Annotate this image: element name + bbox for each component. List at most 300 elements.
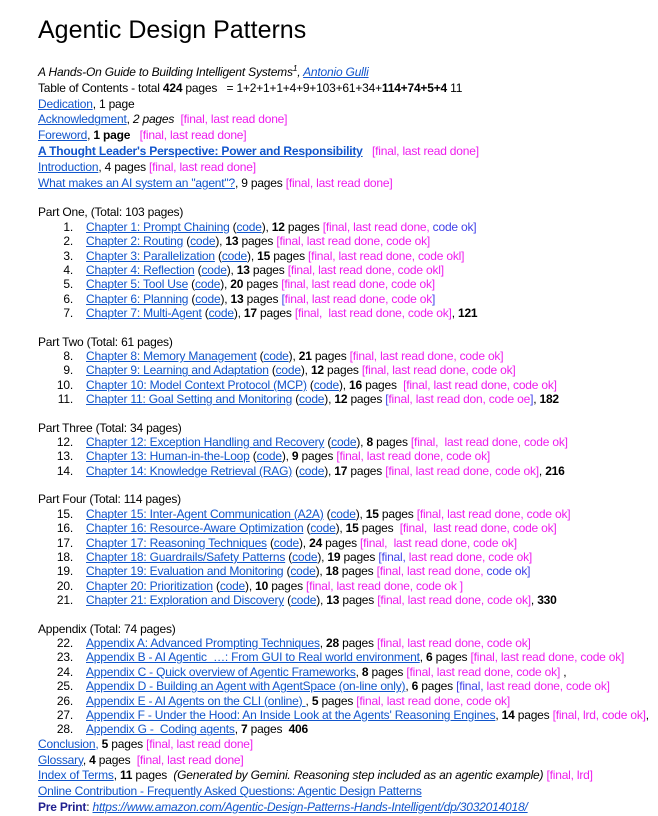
status-text: [final, last read done] [146, 736, 253, 751]
code-link[interactable]: code [310, 521, 336, 536]
toc-item-text [86, 722, 650, 736]
list-number: 11. [57, 392, 73, 407]
text: ( [201, 306, 209, 321]
text: ( [188, 277, 195, 292]
toc-link[interactable]: Appendix E - AI Agents on the CLI (online) [86, 693, 306, 708]
text: 216 [545, 463, 565, 478]
status-text: [ [385, 392, 389, 407]
text: ( [249, 449, 257, 464]
toc-link[interactable]: Foreword [38, 128, 88, 143]
toc-item [38, 249, 650, 263]
preprint-url-link[interactable]: https://www.amazon.com/Agentic-Design-Patterns-Hands-Intelligent/dp/3032014018/ [92, 799, 528, 814]
toc-link[interactable]: Introduction [38, 159, 99, 174]
text: 406 [288, 722, 308, 737]
text: , [355, 664, 362, 679]
text: pages [372, 435, 411, 450]
text: ( [229, 219, 237, 234]
front-matter-line [38, 160, 650, 176]
text: , [87, 128, 94, 143]
text: , [530, 593, 538, 608]
list-number: 20. [56, 578, 73, 593]
toc-link[interactable]: Chapter 5: Tool Use [86, 277, 189, 292]
part-three-heading [38, 421, 650, 435]
text: pages [256, 306, 295, 321]
list-number: 6. [63, 291, 73, 306]
toc-item [38, 593, 650, 607]
status-text: [final, last read done] [285, 175, 393, 190]
status-text: [final, last read done] [149, 159, 256, 174]
list-number: 23. [56, 650, 73, 665]
toc-link[interactable]: Chapter 7: Multi-Agent [86, 306, 202, 321]
toc-link[interactable]: Chapter 16: Resource-Aware Optimization [86, 521, 304, 536]
back-matter-line [38, 737, 650, 753]
text: pages [323, 363, 362, 378]
toc-item [38, 292, 650, 306]
status-text: [final, last read done, code ok] [294, 306, 452, 321]
toc-link[interactable]: Chapter 11: Goal Setting and Monitoring [86, 392, 293, 407]
toc-link[interactable]: Chapter 14: Knowledge Retrieval (RAG) [86, 463, 293, 478]
list-number: 16. [56, 521, 73, 536]
list-number: 14. [56, 463, 73, 478]
list-number: 2. [63, 234, 73, 249]
list-number: 3. [63, 248, 73, 263]
toc-link[interactable]: Acknowledgment [38, 112, 127, 127]
text: ), [261, 219, 272, 234]
text: Pre Print [38, 799, 87, 814]
toc-total-line [38, 81, 650, 97]
toc-link[interactable]: Conclusion, [38, 736, 99, 751]
toc-link[interactable]: Appendix C - Quick overview of Agentic Frameworks [86, 664, 356, 679]
text: 182 [539, 392, 559, 407]
list-number: 22. [56, 635, 73, 650]
status-text: [final, last read done, code ok] [360, 535, 517, 550]
text: ), [335, 521, 346, 536]
toc-item-text [86, 292, 650, 306]
text: pages [243, 277, 282, 292]
list-number: 10. [56, 377, 73, 392]
text: ( [306, 377, 314, 392]
text: pages [378, 506, 417, 521]
status-text: [final, last read done, code ok] [361, 363, 516, 378]
text: 20 [230, 277, 244, 292]
toc-link[interactable]: Chapter 4: Reflection [86, 263, 195, 277]
text: ), [315, 564, 326, 579]
code-link[interactable]: code [292, 549, 318, 564]
toc-link[interactable]: Appendix A: Advanced Prompting Techniques [86, 635, 320, 650]
text: , 4 pages [98, 159, 150, 174]
list-number: 15. [56, 506, 73, 521]
status-text: final, last read don, code oe [388, 392, 531, 407]
text: Part Three (Total: 34 pages) [38, 420, 182, 435]
text: pages [418, 679, 457, 694]
text: 424 [162, 80, 183, 95]
list-number: 17. [56, 535, 73, 550]
toc-item [38, 521, 650, 535]
status-text: last read done, code ok] [405, 549, 533, 564]
toc-link[interactable]: Dedication [38, 96, 93, 111]
toc-item-text [86, 521, 650, 535]
code-link[interactable]: code [290, 593, 317, 608]
text: pages [268, 578, 307, 593]
toc-item-text [86, 507, 650, 521]
toc-item [38, 536, 650, 550]
status-text: [final, last read done] [180, 112, 288, 127]
text: pages [338, 564, 377, 579]
toc-item [38, 306, 650, 320]
toc-item [38, 449, 650, 463]
text: pages [298, 449, 337, 464]
toc-link[interactable]: Chapter 17: Reasoning Techniques [86, 535, 267, 550]
text: ), [288, 349, 299, 364]
text: ( [285, 549, 293, 564]
code-link[interactable]: code [331, 435, 357, 450]
text: , [495, 707, 502, 722]
front-matter-line [38, 112, 650, 128]
status-text: [final, lrd] [546, 768, 593, 783]
toc-item [38, 507, 650, 521]
status-text: [final, [378, 549, 406, 564]
text: pages [347, 392, 386, 407]
toc-item [38, 694, 650, 708]
text: , [319, 635, 327, 650]
toc-link[interactable]: Appendix G - Coding agents [86, 722, 235, 737]
toc-link[interactable]: Chapter 2: Routing [86, 234, 184, 249]
list-number: 18. [56, 549, 73, 564]
text: Part One, (Total: 103 pages) [38, 205, 184, 220]
text: : [86, 799, 93, 814]
text: pages [249, 263, 288, 277]
toc-link[interactable]: Appendix D - Building an Agent with AgentSpace (on-line only) [86, 679, 406, 694]
back-matter-line [38, 753, 650, 769]
toc-item [38, 665, 650, 679]
text: ( [212, 578, 220, 593]
status-text: [final, last read done, code okl] [287, 263, 444, 277]
text [130, 128, 139, 142]
text: 11 [119, 768, 133, 783]
toc-item-text [86, 708, 650, 722]
text: ( [266, 535, 274, 550]
list-number: 12. [56, 435, 73, 450]
toc-link[interactable]: Chapter 10: Model Context Protocol (MCP) [86, 377, 307, 392]
code-link[interactable]: code [194, 277, 221, 292]
status-text: final, last read done, code ok [284, 291, 433, 306]
status-text: [final, last read done, code ok ] [306, 578, 463, 593]
text: pages [238, 234, 277, 249]
text: 19 [327, 549, 341, 564]
toc-item [38, 636, 650, 650]
text: pages [361, 377, 404, 392]
text: , [82, 752, 90, 767]
toc-link[interactable]: Chapter 12: Exception Handling and Recovery [86, 435, 325, 450]
front-matter-line [38, 176, 650, 192]
status-text: last read done, code ok] [483, 679, 610, 694]
text: 16 [349, 377, 362, 392]
text: , 1 page [92, 96, 135, 111]
text: ), [356, 435, 367, 450]
list-number: 13. [56, 449, 73, 464]
status-text: [final, last read done, code ok] [276, 234, 431, 249]
status-text: [final, last read done, code ok] [403, 377, 557, 392]
text: Part Two (Total: 61 pages) [38, 334, 173, 349]
code-link[interactable]: code [275, 363, 301, 378]
online-contribution-line [38, 784, 650, 800]
toc-item [38, 435, 650, 449]
toc-link[interactable]: Chapter 3: Parallelization [86, 248, 215, 263]
toc-item-text [86, 593, 650, 607]
toc-item [38, 392, 650, 406]
status-text: [final, last read done, code ok] [349, 349, 504, 364]
toc-item-text [86, 234, 650, 248]
toc-item-text [86, 435, 650, 449]
list-number: 8. [63, 349, 73, 364]
toc-item-text [86, 449, 650, 463]
status-text: [final, last read done, code okl] [308, 248, 465, 263]
toc-link[interactable]: A Thought Leader's Perspective: Power and Responsibility [38, 143, 363, 158]
toc-item [38, 464, 650, 478]
toc-item [38, 363, 650, 377]
text: 13 [236, 263, 250, 277]
toc-item [38, 564, 650, 578]
text: pages [108, 736, 147, 751]
text: 6 [426, 650, 433, 665]
text: 17 [334, 463, 348, 478]
text: pages [247, 722, 289, 737]
status-text: code ok] [486, 564, 531, 579]
code-link[interactable]: code [201, 263, 227, 277]
text: 28 [326, 635, 339, 650]
text: 24 [309, 535, 323, 550]
text: 17 [243, 306, 257, 321]
text: 9 [291, 449, 299, 464]
text: 14 [501, 707, 515, 722]
text: Part Four (Total: 114 pages) [38, 492, 181, 507]
text: ( [292, 392, 300, 407]
toc-item-text [86, 249, 650, 263]
status-text: [final, last read done, [376, 564, 487, 579]
code-link[interactable]: code [298, 463, 325, 478]
code-link[interactable]: code [190, 234, 216, 249]
text: 5 [101, 736, 109, 751]
front-matter-line [38, 97, 650, 113]
text: Appendix (Total: 74 pages) [38, 621, 176, 636]
text: pages [358, 521, 400, 536]
toc-link[interactable]: Online Contribution - Frequently Asked Questions: Agentic Design Patterns [38, 784, 422, 799]
toc-link[interactable]: Chapter 18: Guardrails/Safety Patterns [86, 549, 286, 564]
status-text: [final, last read done, [322, 219, 433, 234]
list-number: 7. [63, 306, 73, 321]
toc-link[interactable]: Glossary [38, 752, 83, 767]
status-text: [final, last read done, code ok] [281, 277, 435, 292]
text: 10 [255, 578, 269, 593]
text [363, 144, 372, 158]
text: , [126, 112, 133, 127]
list-number: 9. [63, 363, 73, 378]
text: ), [215, 234, 226, 249]
text: ), [317, 549, 328, 564]
code-link[interactable]: code [273, 535, 300, 550]
text: 8 [361, 664, 369, 679]
toc-item-text [86, 564, 650, 578]
text: pages [514, 707, 553, 722]
text: pages [318, 693, 357, 708]
text: , [113, 768, 120, 783]
text: , [405, 679, 412, 694]
status-text: [final, last read done] [136, 752, 244, 767]
toc-item-text [86, 550, 650, 564]
text: pages [311, 349, 350, 364]
text: , [533, 392, 540, 407]
text: pages [338, 635, 377, 650]
text: ( [284, 593, 291, 608]
status-text: [final, [456, 679, 484, 694]
toc-item-text [86, 263, 650, 277]
text: , [560, 664, 567, 679]
part-one-heading [38, 205, 650, 219]
toc-item [38, 579, 650, 593]
status-text: [final, last read done, code ok] [385, 463, 539, 478]
code-link[interactable]: code [299, 392, 325, 407]
text: , [419, 650, 427, 665]
code-link[interactable]: code [208, 306, 234, 321]
text: pages [284, 219, 323, 234]
text: pages = 1+2+1+1+4+9+103+61+34+ [182, 80, 382, 95]
text: ), [324, 463, 335, 478]
text: 12 [334, 392, 348, 407]
text: ), [300, 363, 311, 378]
status-text: [final, last read done, code ok] [470, 650, 625, 665]
list-number: 28. [56, 722, 73, 737]
toc-link[interactable]: Chapter 8: Memory Management [86, 349, 257, 364]
status-text: [final, last read done, code ok] [410, 435, 568, 450]
text: ( [292, 463, 299, 478]
code-link[interactable]: code [330, 506, 356, 521]
toc-link[interactable]: Chapter 13: Human-in-the-Loop [86, 449, 250, 464]
text: ), [281, 449, 292, 464]
front-matter-line [38, 144, 650, 160]
text: 12 [310, 363, 324, 378]
list-number: 4. [63, 263, 73, 277]
status-text: [final, last read done, code ok] [336, 449, 491, 464]
toc-link[interactable]: Appendix B - AI Agentic …: From GUI to Real world environment [86, 650, 420, 665]
toc-item-text [86, 349, 650, 363]
toc-link[interactable]: Chapter 20: Prioritization [86, 578, 213, 593]
part-four-heading [38, 492, 650, 506]
text: ), [355, 506, 366, 521]
toc-link[interactable]: Index of Terms [38, 768, 114, 783]
text: ), [245, 578, 256, 593]
toc-item [38, 708, 650, 722]
toc-link[interactable]: Chapter 9: Learning and Adaptation [86, 363, 269, 378]
code-link[interactable]: code [195, 291, 221, 306]
status-text: [final, last read done, code ok] [399, 521, 557, 536]
code-link[interactable]: code [256, 449, 282, 464]
toc-item-text [86, 392, 650, 406]
text: 21 [298, 349, 312, 364]
toc-item-text [86, 694, 650, 708]
text: ), [338, 377, 350, 392]
toc-link[interactable]: Chapter 21: Exploration and Discovery [86, 593, 285, 608]
code-link[interactable]: code [290, 564, 316, 579]
toc-link[interactable]: What makes an AI system an "agent"? [38, 175, 235, 190]
appendix-heading [38, 622, 650, 636]
list-number: 25. [56, 679, 73, 694]
toc-link[interactable]: Chapter 1: Prompt Chaining [86, 219, 230, 234]
text: ), [324, 392, 335, 407]
text: (Generated by Gemini. Reasoning step included as an agentic example) [173, 768, 544, 783]
toc-link[interactable]: Appendix F - Under the Hood: An Inside Look at the Agents' Reasoning Engines [86, 707, 496, 722]
toc-item-text [86, 378, 650, 392]
toc-item [38, 650, 650, 664]
text: , [645, 707, 649, 722]
status-text: [final, last read done, code ok] [356, 693, 510, 708]
text: 7 [240, 722, 248, 737]
toc-link[interactable]: Chapter 15: Inter-Agent Communication (A2A) [86, 506, 324, 521]
text: pages [270, 248, 309, 263]
toc-link[interactable]: Chapter 19: Evaluation and Monitoring [86, 564, 284, 579]
list-number: 24. [56, 664, 73, 679]
list-number: 19. [56, 564, 73, 579]
text: 13 [230, 291, 244, 306]
toc-item-text [86, 650, 650, 664]
code-link[interactable]: code [221, 248, 248, 263]
text: ), [220, 291, 231, 306]
toc-item [38, 378, 650, 392]
text: ( [324, 435, 332, 450]
author-link[interactable]: Antonio Gulli [303, 65, 369, 79]
toc-item-text [86, 220, 650, 234]
toc-item-text [86, 679, 650, 693]
text: ), [299, 535, 310, 550]
text: 15 [257, 248, 271, 263]
text: ), [316, 593, 327, 608]
toc-item-text [86, 277, 650, 291]
page-title: Agentic Design Patterns [38, 16, 307, 44]
toc-item-text [86, 536, 650, 550]
subtitle-line [38, 65, 650, 81]
toc-item [38, 679, 650, 693]
toc-item [38, 277, 650, 291]
code-link[interactable]: code [219, 578, 246, 593]
status-text: [ [281, 291, 285, 306]
text: 11 [447, 80, 463, 95]
text: 121 [457, 306, 478, 321]
code-link[interactable]: code [263, 349, 289, 364]
text: , 9 pages [234, 175, 286, 190]
list-number: 5. [63, 277, 73, 292]
text: Table of Contents - total [38, 80, 163, 95]
text: 114+74+5+4 [381, 80, 447, 95]
code-link[interactable]: code [236, 219, 262, 234]
toc-item [38, 234, 650, 248]
status-text: [final, last read done] [139, 128, 247, 143]
text: pages [432, 650, 471, 665]
text: pages [132, 768, 174, 783]
toc-item [38, 263, 650, 277]
toc-link[interactable]: Chapter 6: Planning [86, 291, 189, 306]
toc-item [38, 550, 650, 564]
text: pages [243, 291, 282, 306]
code-link[interactable]: code [313, 377, 339, 392]
text: 4 [89, 752, 96, 767]
toc-item-text [86, 579, 650, 593]
status-text: [final, last read done, code ok] [376, 635, 531, 650]
text: 6 [411, 679, 419, 694]
text: 15 [365, 506, 379, 521]
toc-item-text [86, 464, 650, 478]
text: 13 [326, 593, 340, 608]
text: ), [247, 248, 258, 263]
toc-item [38, 722, 650, 736]
